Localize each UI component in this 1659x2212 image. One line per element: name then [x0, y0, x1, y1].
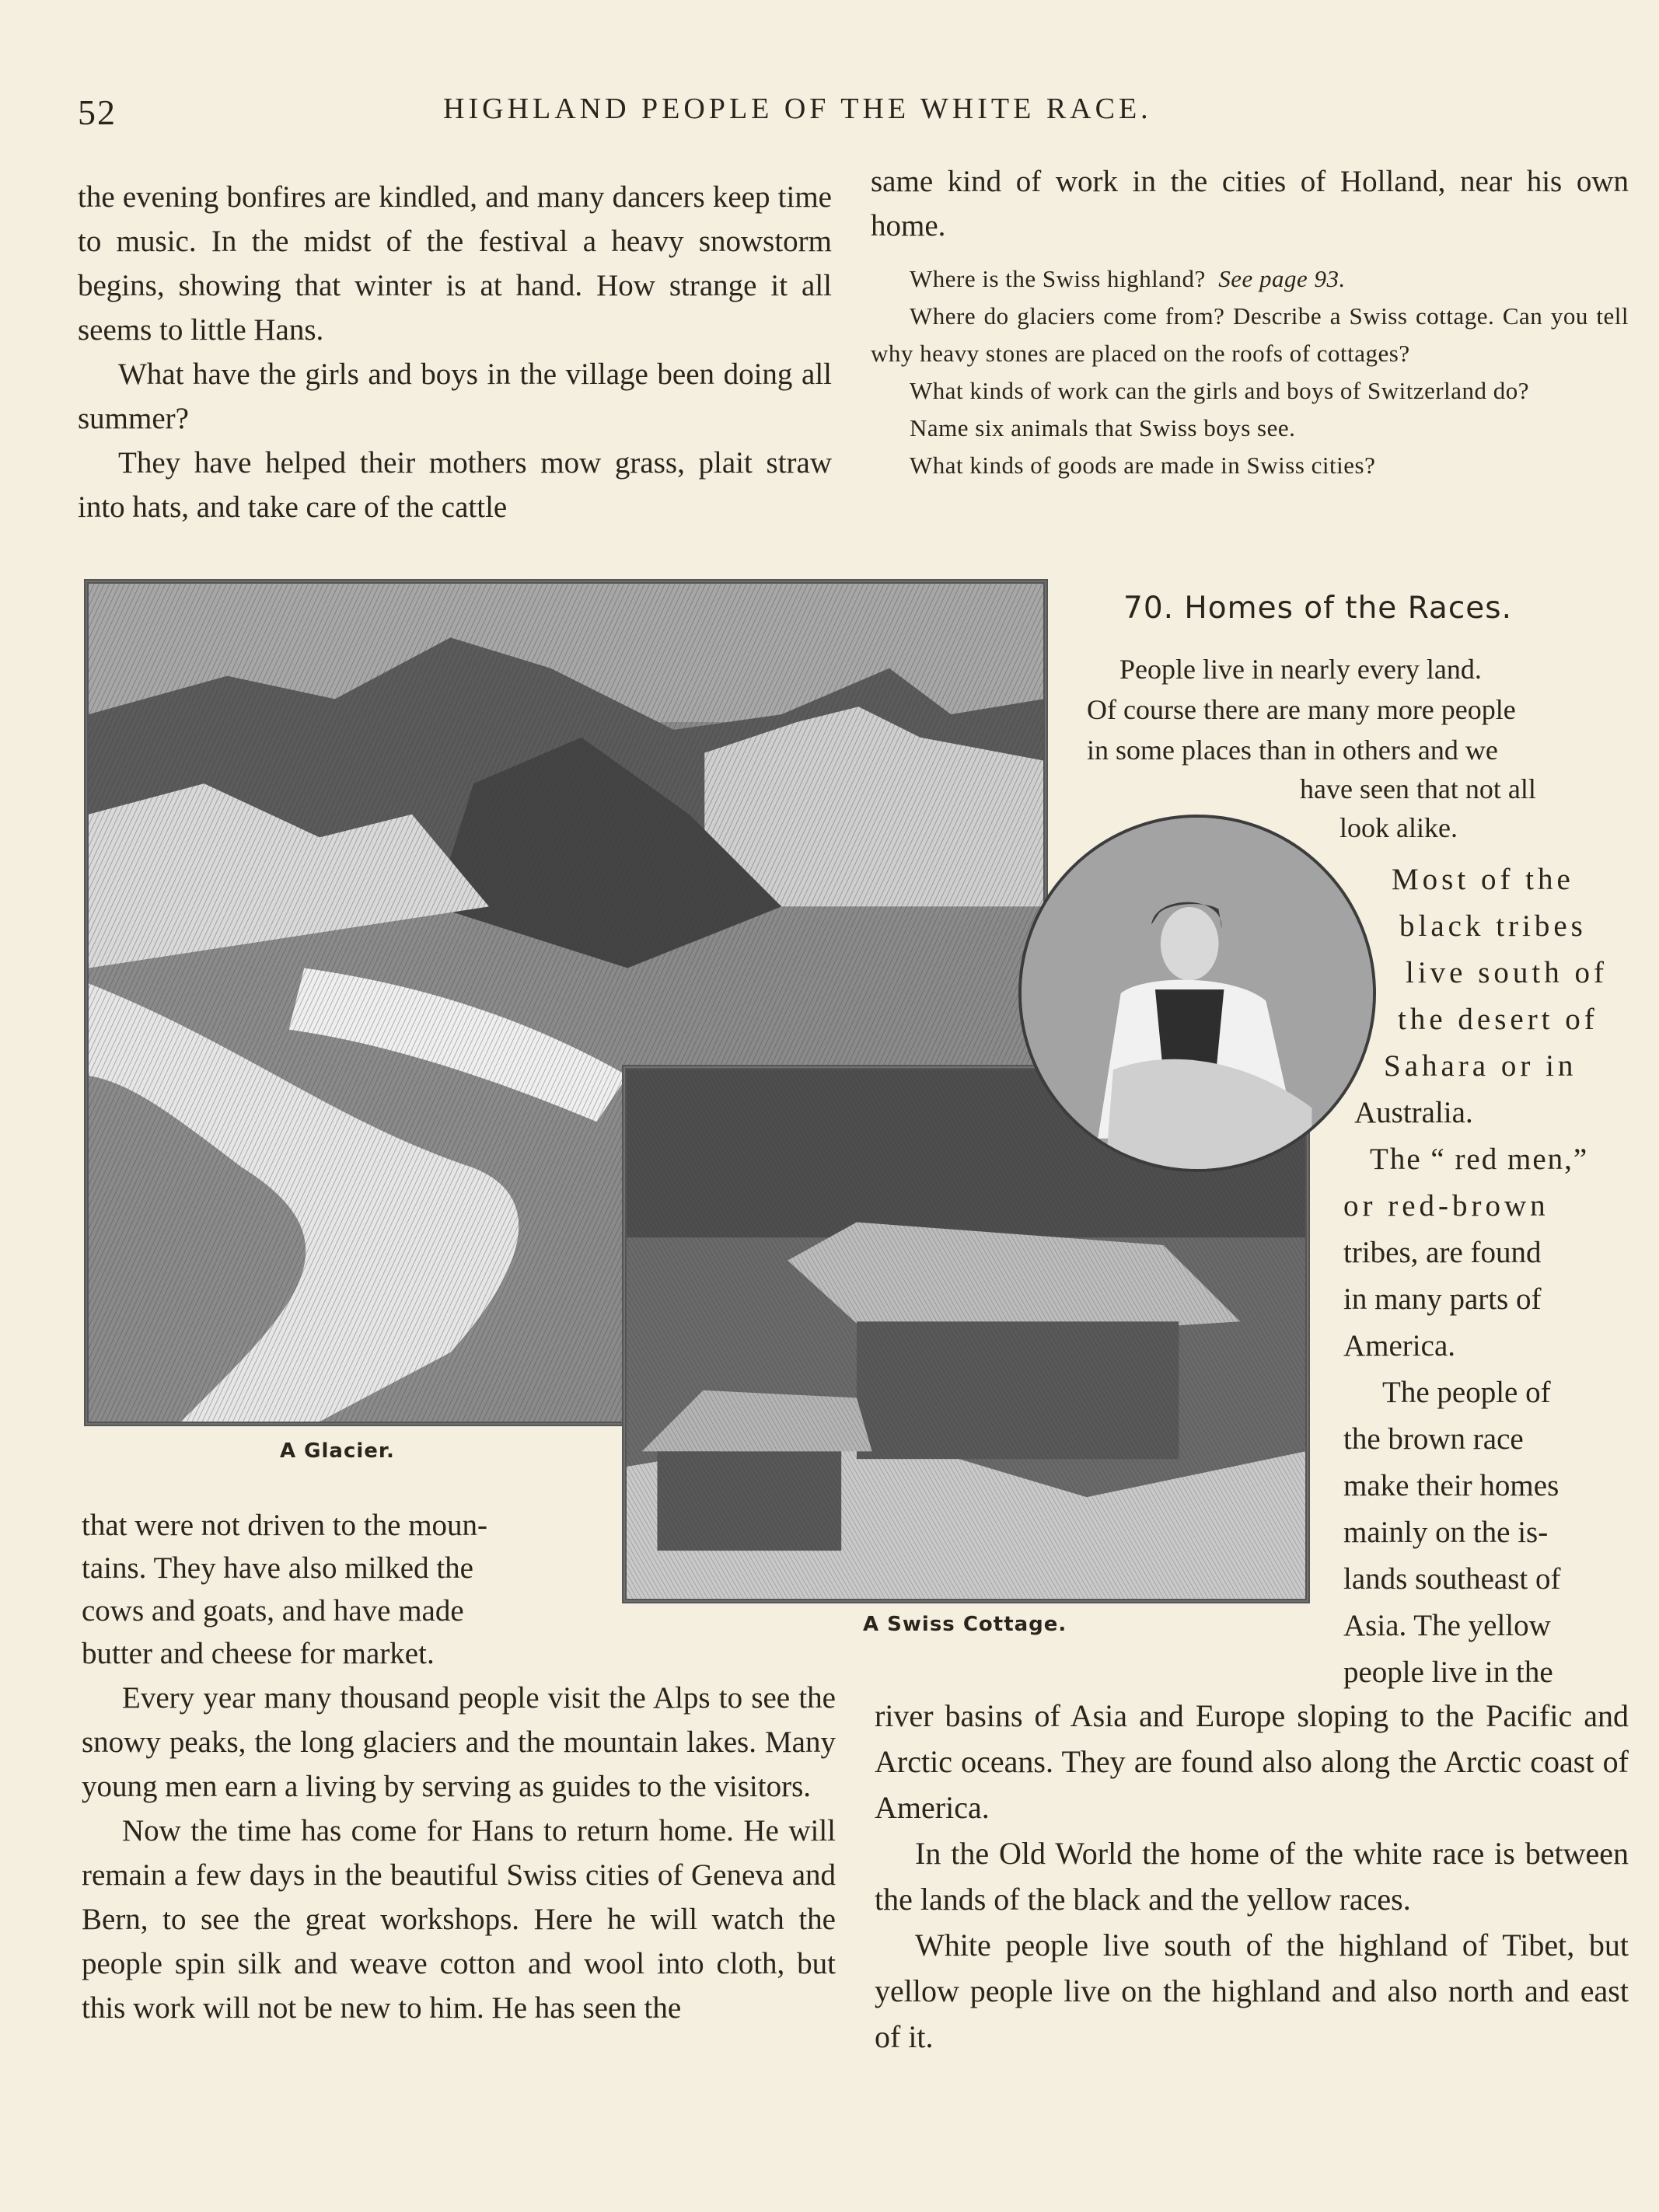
section-line: people live in the	[1343, 1656, 1553, 1689]
portrait-medallion	[1018, 815, 1376, 1172]
section-line: in many parts of	[1343, 1282, 1542, 1316]
section-line: make their homes	[1343, 1469, 1559, 1502]
section-line: Asia. The yellow	[1343, 1609, 1551, 1642]
right-column-top	[871, 159, 1629, 248]
paragraph: In the Old World the home of the white race is between the lands of the black and the yellow races.	[875, 1836, 1629, 1917]
page-header	[78, 92, 1594, 138]
question: Name six animals that Swiss boys see.	[910, 414, 1296, 441]
section-line: or red-brown	[1343, 1189, 1549, 1223]
paragraph: Every year many thousand people visit the Alps to see the snowy peaks, the long glaciers and the mountain lakes. Many young men earn a living by serving as guides to the visitors.	[82, 1681, 836, 1803]
page-number: 52	[78, 92, 117, 132]
cottage-caption: A Swiss Cottage.	[863, 1613, 1067, 1636]
section-line: the brown race	[1343, 1422, 1524, 1456]
section-line: Australia.	[1354, 1096, 1473, 1129]
section-line: mainly on the is-	[1343, 1516, 1549, 1549]
section-line: black tribes	[1399, 909, 1587, 943]
section-line: live south of	[1406, 956, 1608, 989]
narrow-line: cows and goats, and have made	[82, 1594, 464, 1628]
section-body	[875, 1693, 1629, 2060]
question: Where is the Swiss highland? See page 93.	[910, 265, 1346, 292]
question: What kinds of goods are made in Swiss cities?	[910, 452, 1376, 479]
narrow-line: that were not driven to the moun-	[82, 1509, 488, 1542]
section-line: People live in nearly every land.	[1119, 654, 1482, 685]
left-column-bottom	[82, 1631, 836, 2030]
review-questions	[871, 260, 1629, 484]
paragraph: the evening bonfires are kindled, and many dancers keep time to music. In the midst of the festival a heavy snowstorm begins, showing that winter is at hand. How strange it all seems to little Hans.	[78, 180, 832, 347]
section-line: lands southeast of	[1343, 1562, 1561, 1596]
narrow-line: tains. They have also milked the	[82, 1551, 473, 1585]
section-line: The people of	[1382, 1376, 1551, 1409]
section-line: have seen that not all	[1300, 773, 1536, 804]
section-line: in some places than in others and we	[1087, 734, 1498, 766]
section-line: America.	[1343, 1329, 1456, 1362]
section-line: Sahara or in	[1384, 1049, 1577, 1083]
section-line: The “ red men,”	[1370, 1143, 1589, 1176]
paragraph: What have the girls and boys in the village been doing all summer?	[78, 358, 832, 435]
section-line: Most of the	[1392, 863, 1574, 896]
section-line: tribes, are found	[1343, 1236, 1542, 1269]
section-line: look alike.	[1339, 812, 1458, 843]
glacier-caption: A Glacier.	[280, 1439, 395, 1463]
paragraph: same kind of work in the cities of Holland, near his own home.	[871, 165, 1629, 242]
section-heading: 70. Homes of the Races.	[1123, 591, 1512, 626]
paragraph: White people live south of the highland of Tibet, but yellow people live on the highland and also north and east of it.	[875, 1928, 1629, 2054]
running-title: HIGHLAND PEOPLE OF THE WHITE RACE.	[443, 92, 1152, 125]
paragraph: Now the time has come for Hans to return home. He will remain a few days in the beautiful Swiss cities of Geneva and Bern, to see the great workshops. Here he will watch the people spin silk and weave cotton and wool into cloth, but this work will not be new to him. He has seen the	[82, 1814, 836, 2025]
paragraph: butter and cheese for market.	[82, 1637, 435, 1670]
section-line: Of course there are many more people	[1087, 694, 1516, 725]
paragraph: They have helped their mothers mow grass, plait straw into hats, and take care of the cattle	[78, 446, 832, 524]
question: Where do glaciers come from? Describe a Swiss cottage. Can you tell why heavy stones are placed on the roofs of cottages?	[871, 302, 1629, 367]
question: What kinds of work can the girls and boys of Switzerland do?	[910, 377, 1530, 404]
page-reference: See page 93.	[1218, 265, 1346, 292]
paragraph: river basins of Asia and Europe sloping to the Pacific and Arctic oceans. They are found also along the Arctic coast of America.	[875, 1698, 1629, 1825]
section-line: the desert of	[1398, 1003, 1598, 1036]
left-column-top	[78, 175, 832, 529]
